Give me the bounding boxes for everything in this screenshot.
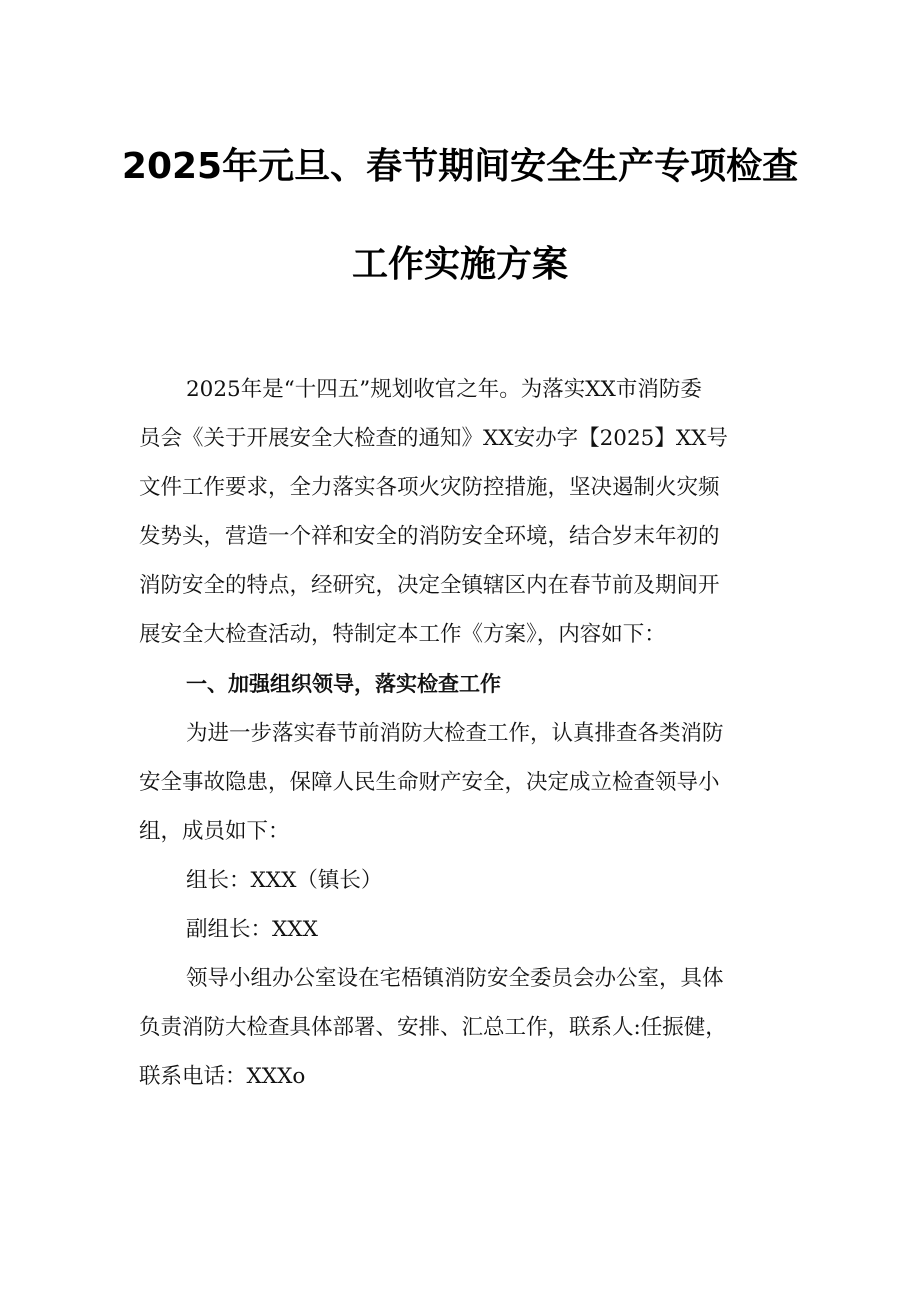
document-title-line-2: 工作实施方案 bbox=[351, 244, 568, 285]
paragraph-2-line-1: 为进一步落实春节前消防大检查工作，认真排查各类消防 bbox=[186, 721, 724, 746]
paragraph-3-line-3: 联系电话：XXXo bbox=[139, 1064, 306, 1089]
paragraph-3-line-2: 负责消防大检查具体部署、安排、汇总工作，联系人:任振健， bbox=[139, 1015, 727, 1040]
paragraph-1-line-2: 员会《关于开展安全大检查的通知》XX安办字【2025】XX号 bbox=[139, 426, 728, 451]
paragraph-2-line-2: 安全事故隐患，保障人民生命财产安全，决定成立检查领导小 bbox=[139, 770, 720, 795]
leader-line: 组长：XXX（镇长） bbox=[186, 868, 383, 893]
paragraph-3-line-1: 领导小组办公室设在宅梧镇消防安全委员会办公室，具体 bbox=[186, 966, 724, 991]
paragraph-1-line-1: 2025年是“十四五”规划收官之年。为落实XX市消防委 bbox=[186, 377, 702, 402]
paragraph-1-line-6: 展安全大检查活动，特制定本工作《方案》，内容如下： bbox=[139, 622, 666, 647]
paragraph-1-line-5: 消防安全的特点，经研究，决定全镇辖区内在春节前及期间开 bbox=[139, 573, 720, 598]
section-1-heading: 一、加强组织领导，落实检查工作 bbox=[186, 672, 501, 696]
paragraph-1-line-3: 文件工作要求，全力落实各项火灾防控措施，坚决遏制火灾频 bbox=[139, 475, 720, 500]
paragraph-2-line-3: 组，成员如下： bbox=[139, 819, 290, 844]
document-title-line-1: 2025年元旦、春节期间安全生产专项检查 bbox=[121, 146, 799, 187]
paragraph-1-line-4: 发势头，营造一个祥和安全的消防安全环境，结合岁末年初的 bbox=[139, 524, 720, 549]
deputy-leader-line: 副组长：XXX bbox=[186, 917, 318, 942]
